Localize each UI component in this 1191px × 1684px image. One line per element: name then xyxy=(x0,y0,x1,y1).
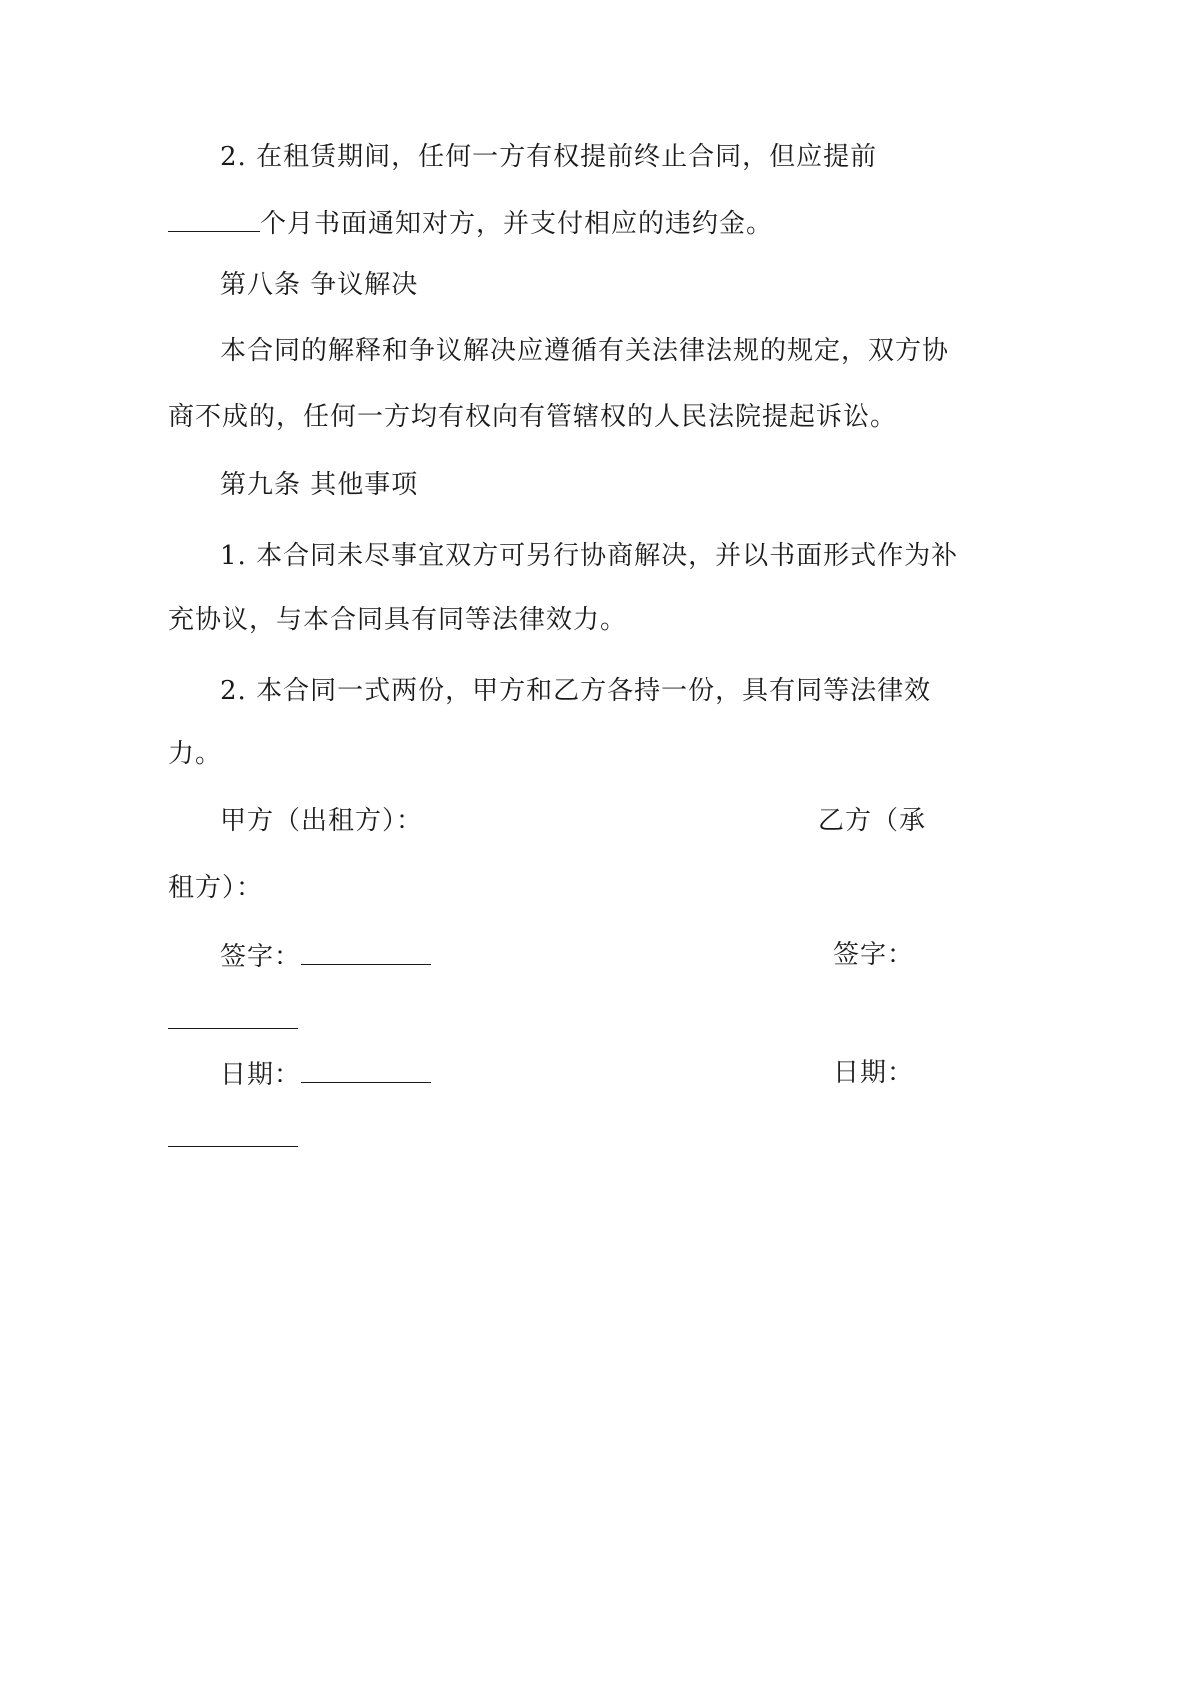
article8-heading: 第八条 争议解决 xyxy=(220,270,419,300)
article8-body-line2: 商不成的，任何一方均有权向有管辖权的人民法院提起诉讼。 xyxy=(168,402,898,432)
article9-item1-line2: 充协议，与本合同具有同等法律效力。 xyxy=(168,605,628,635)
article8-body-line1: 本合同的解释和争议解决应遵循有关法律法规的规定，双方协 xyxy=(220,336,950,366)
clause7-item2-line2-wrapper xyxy=(168,207,773,239)
date-b-blank xyxy=(168,1146,298,1147)
date-label-a: 日期： xyxy=(220,1060,302,1090)
clause7-item2-line2: 个月书面通知对方，并支付相应的违约金。 xyxy=(260,209,774,239)
party-b-label-line2: 租方）： xyxy=(168,873,264,903)
article9-heading: 第九条 其他事项 xyxy=(220,470,419,500)
article9-item2-line1: 2. 本合同一式两份，甲方和乙方各持一份，具有同等法律效 xyxy=(220,676,932,706)
party-b-label-line1: 乙方（承 xyxy=(818,806,927,836)
sign-a-wrapper xyxy=(220,940,431,972)
article9-item2-line2: 力。 xyxy=(168,739,223,769)
sign-a-blank xyxy=(301,940,431,965)
clause7-item2-line1: 2. 在租赁期间，任何一方有权提前终止合同，但应提前 xyxy=(220,142,878,172)
months-blank xyxy=(168,207,260,232)
date-a-wrapper xyxy=(220,1058,431,1090)
party-a-label: 甲方（出租方）： xyxy=(220,806,424,836)
sign-b-blank xyxy=(168,1028,298,1029)
sign-label-a: 签字： xyxy=(220,942,302,972)
date-label-b: 日期： xyxy=(833,1058,915,1088)
date-a-blank xyxy=(301,1058,431,1083)
article9-item1-line1: 1. 本合同未尽事宜双方可另行协商解决，并以书面形式作为补 xyxy=(220,541,959,571)
sign-label-b: 签字： xyxy=(833,940,915,970)
